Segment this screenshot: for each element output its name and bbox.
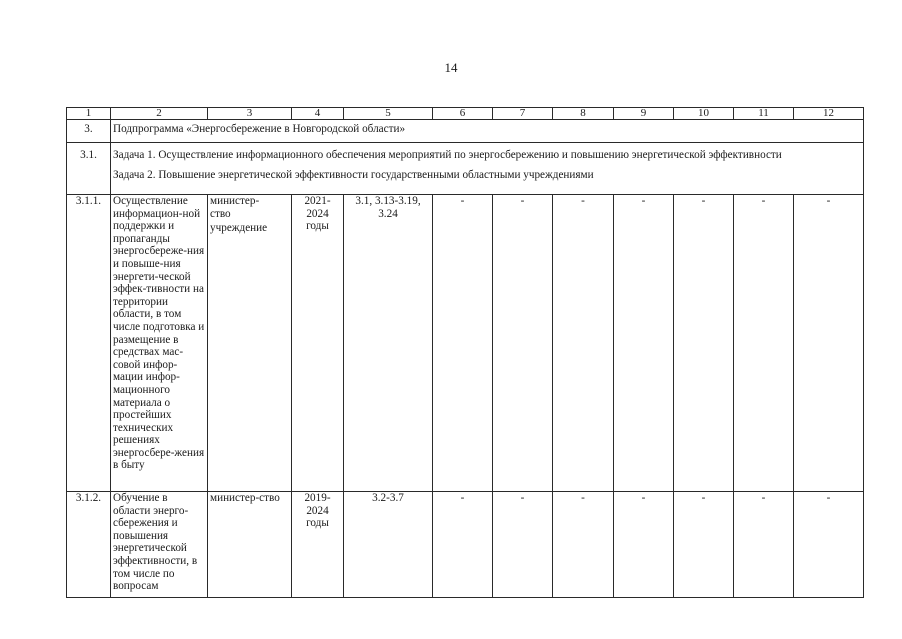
col-header-8: 8 <box>553 108 614 120</box>
col-header-1: 1 <box>67 108 111 120</box>
table-row <box>67 195 864 492</box>
row-col-9: - <box>614 195 674 492</box>
row-col-12: - <box>794 195 864 492</box>
executor-line-1: министер- ство <box>210 195 260 220</box>
subprogram-number: 3. <box>67 120 111 143</box>
col-header-11: 11 <box>734 108 794 120</box>
page-number: 14 <box>444 60 458 75</box>
row-indicators: 3.1, 3.13-3.19, 3.24 <box>344 195 433 492</box>
task-1-text: Задача 1. Осуществление информационного обеспечения мероприятий по энергосбережению и повышению энергетической эффективности <box>113 149 782 161</box>
tasks-number: 3.1. <box>67 143 111 195</box>
row-executor: министер-ство <box>208 492 292 598</box>
tasks-row <box>67 143 864 195</box>
row-name: Обучение в области энерго-сбережения и повышения энергетической эффективности, в том числе по вопросам <box>111 492 208 598</box>
column-number-row <box>67 108 864 120</box>
row-col-8: - <box>553 195 614 492</box>
row-col-9: - <box>614 492 674 598</box>
col-header-4: 4 <box>292 108 344 120</box>
executor-line-2: учреждение <box>210 222 268 235</box>
subprogram-title: Подпрограмма «Энергосбережение в Новгородской области» <box>111 120 864 143</box>
row-number: 3.1.1. <box>67 195 111 492</box>
col-header-6: 6 <box>433 108 493 120</box>
col-header-7: 7 <box>493 108 553 120</box>
table-row <box>67 492 864 598</box>
row-col-6: - <box>433 492 493 598</box>
task-2-text: Задача 2. Повышение энергетической эффективности государственными областными учреждениями <box>113 168 594 181</box>
row-indicators: 3.2-3.7 <box>344 492 433 598</box>
row-years: 2019-2024 годы <box>292 492 344 598</box>
row-col-8: - <box>553 492 614 598</box>
col-header-10: 10 <box>674 108 734 120</box>
row-years: 2021-2024 годы <box>292 195 344 492</box>
program-table <box>66 107 864 598</box>
row-col-12: - <box>794 492 864 598</box>
row-col-11: - <box>734 195 794 492</box>
row-col-7: - <box>493 195 553 492</box>
row-number: 3.1.2. <box>67 492 111 598</box>
row-col-10: - <box>674 195 734 492</box>
subprogram-row <box>67 120 864 143</box>
row-executor <box>208 195 292 492</box>
col-header-12: 12 <box>794 108 864 120</box>
row-col-6: - <box>433 195 493 492</box>
col-header-3: 3 <box>208 108 292 120</box>
row-col-7: - <box>493 492 553 598</box>
row-name: Осуществление информацион-ной поддержки и пропаганды энергосбереже-ния и повыше-ния энергети-ческой эффек-тивности на территории области, в том числе подготовка и размещение в средствах мас-совой инфор-мации инфор-мационного материала о простейших технических решениях энергосбере-жения в быту <box>111 195 208 492</box>
row-col-10: - <box>674 492 734 598</box>
col-header-9: 9 <box>614 108 674 120</box>
col-header-2: 2 <box>111 108 208 120</box>
row-col-11: - <box>734 492 794 598</box>
col-header-5: 5 <box>344 108 433 120</box>
tasks-cell <box>111 143 864 195</box>
